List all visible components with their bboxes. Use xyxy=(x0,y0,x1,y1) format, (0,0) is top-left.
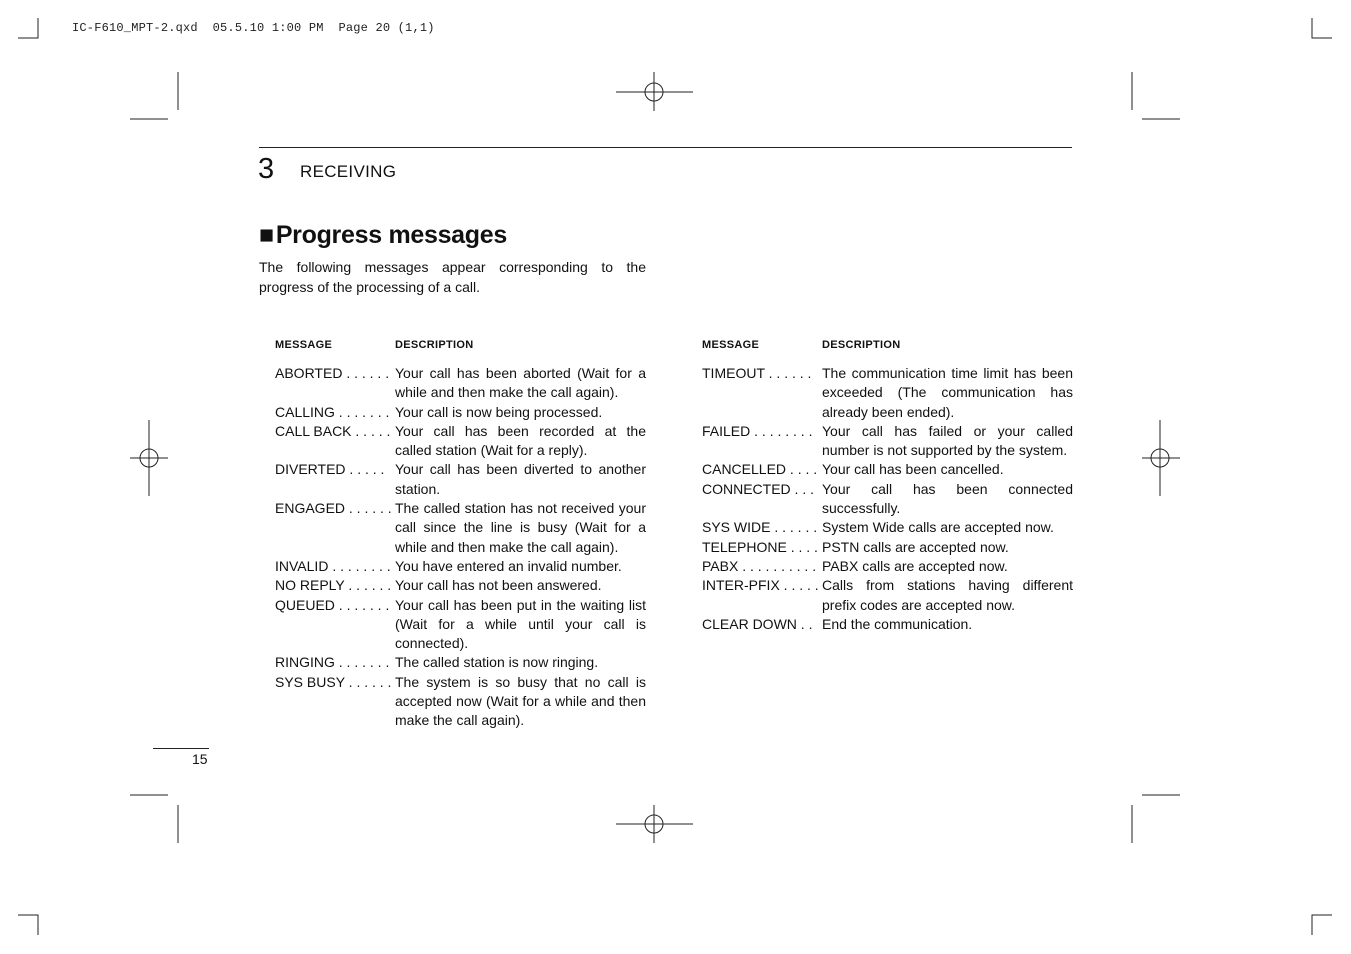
table-row xyxy=(702,460,1073,479)
message-name: CALL BACK . . . . . xyxy=(275,422,391,439)
table-row xyxy=(275,422,646,461)
message-name: INVALID . . . . . . . . xyxy=(275,557,391,574)
table-row xyxy=(702,557,1073,576)
message-name: SYS WIDE . . . . . . xyxy=(702,519,818,536)
message-name: TIMEOUT . . . . . . xyxy=(702,365,812,381)
message-description: PABX calls are accepted now. xyxy=(822,557,1008,574)
message-description: System Wide calls are accepted now. xyxy=(822,519,1054,536)
table-row xyxy=(702,615,1073,634)
table-row xyxy=(275,499,646,557)
message-description: Your call has failed or your called number is not supported by the system. xyxy=(822,422,1073,459)
table-row xyxy=(275,673,646,731)
table-row xyxy=(275,364,646,403)
table-row xyxy=(702,364,1073,422)
crop-mark-bottom-left xyxy=(18,915,38,935)
messages-table-right xyxy=(702,338,1073,634)
message-name: SYS BUSY . . . . . . xyxy=(275,673,392,690)
message-name: TELEPHONE . . . . xyxy=(702,538,818,555)
trim-mark-tl xyxy=(130,72,178,119)
column-header-description: DESCRIPTION xyxy=(822,339,901,351)
message-description: The called station has not received your call since the line is busy (Wait for a while and then make the call again). xyxy=(395,500,646,555)
chapter-number: 3 xyxy=(258,153,275,185)
message-description: Calls from stations having different prefix codes are accepted now. xyxy=(822,577,1073,613)
chapter-title: RECEIVING xyxy=(300,162,397,181)
header-rule xyxy=(259,147,1072,148)
section-heading xyxy=(259,218,507,252)
message-name: CONNECTED . . . xyxy=(702,480,815,497)
message-description: Your call has been recorded at the called station (Wait for a reply). xyxy=(395,422,646,459)
message-name: RINGING . . . . . . . xyxy=(275,654,390,671)
table-row xyxy=(275,460,646,499)
message-name: NO REPLY . . . . . . xyxy=(275,577,392,594)
page-number-rule xyxy=(153,748,209,749)
message-description: The called station is now ringing. xyxy=(395,654,599,671)
table-header xyxy=(275,338,646,364)
section-title: Progress messages xyxy=(275,221,507,249)
message-description: The communication time limit has been exceeded (The communication has already been ended). xyxy=(822,365,1073,420)
message-name: ABORTED . . . . . . xyxy=(275,365,390,381)
message-name: PABX . . . . . . . . . . xyxy=(702,557,817,574)
message-description: Your call is now being processed. xyxy=(395,403,603,420)
table-row xyxy=(275,653,646,672)
table-row xyxy=(702,480,1073,519)
message-description: PSTN calls are accepted now. xyxy=(822,538,1009,555)
message-name: CLEAR DOWN . . xyxy=(702,615,813,632)
message-description: End the communication. xyxy=(822,615,973,632)
message-description: Your call has been connected successfully. xyxy=(822,480,1073,517)
crop-mark-bottom-right xyxy=(1312,915,1332,935)
table-row xyxy=(702,518,1073,537)
registration-target-right xyxy=(1142,420,1180,496)
intro-paragraph: The following messages appear corresponding to the progress of the processing of a call. xyxy=(259,259,646,295)
trim-mark-tr xyxy=(1132,72,1180,119)
message-description: Your call has been put in the waiting list (Wait for a while until your call is connected). xyxy=(395,596,646,652)
table-row xyxy=(702,538,1073,557)
crop-mark-top-right xyxy=(1312,18,1332,38)
message-description: You have entered an invalid number. xyxy=(395,557,622,574)
table-header xyxy=(702,338,1073,364)
table-row xyxy=(275,557,646,576)
registration-target-left xyxy=(130,420,168,496)
table-row xyxy=(275,596,646,654)
message-description: Your call has been aborted (Wait for a while and then make the call again). xyxy=(395,365,646,401)
message-name: CANCELLED . . . . xyxy=(702,461,818,478)
section-square-icon: ■ xyxy=(259,221,274,249)
message-name: FAILED . . . . . . . . xyxy=(702,422,813,439)
message-name: CALLING . . . . . . . xyxy=(275,403,390,420)
registration-target-bottom xyxy=(616,805,693,843)
column-header-message: MESSAGE xyxy=(275,339,333,351)
message-description: Your call has not been answered. xyxy=(395,577,602,594)
message-name: QUEUED . . . . . . . xyxy=(275,596,390,613)
table-row xyxy=(702,576,1073,615)
crop-mark-top-left xyxy=(18,18,38,38)
trim-mark-br xyxy=(1132,795,1180,843)
messages-table-left xyxy=(275,338,646,731)
message-description: Your call has been cancelled. xyxy=(822,461,1004,478)
table-row xyxy=(702,422,1073,461)
message-name: INTER-PFIX . . . . . xyxy=(702,577,819,594)
page-number: 15 xyxy=(192,751,208,767)
column-header-description: DESCRIPTION xyxy=(395,339,474,351)
registration-target-top xyxy=(616,72,693,111)
message-description: The system is so busy that no call is accepted now (Wait for a while and then make the call again). xyxy=(395,673,646,729)
message-name: DIVERTED . . . . . xyxy=(275,461,385,478)
column-header-message: MESSAGE xyxy=(702,339,760,351)
message-name: ENGAGED . . . . . . xyxy=(275,500,392,517)
trim-mark-bl xyxy=(130,795,178,843)
table-row xyxy=(275,403,646,422)
table-row xyxy=(275,576,646,595)
print-slug: IC-F610_MPT-2.qxd 05.5.10 1:00 PM Page 20 (1,1) xyxy=(72,21,435,35)
message-description: Your call has been diverted to another station. xyxy=(395,461,646,497)
